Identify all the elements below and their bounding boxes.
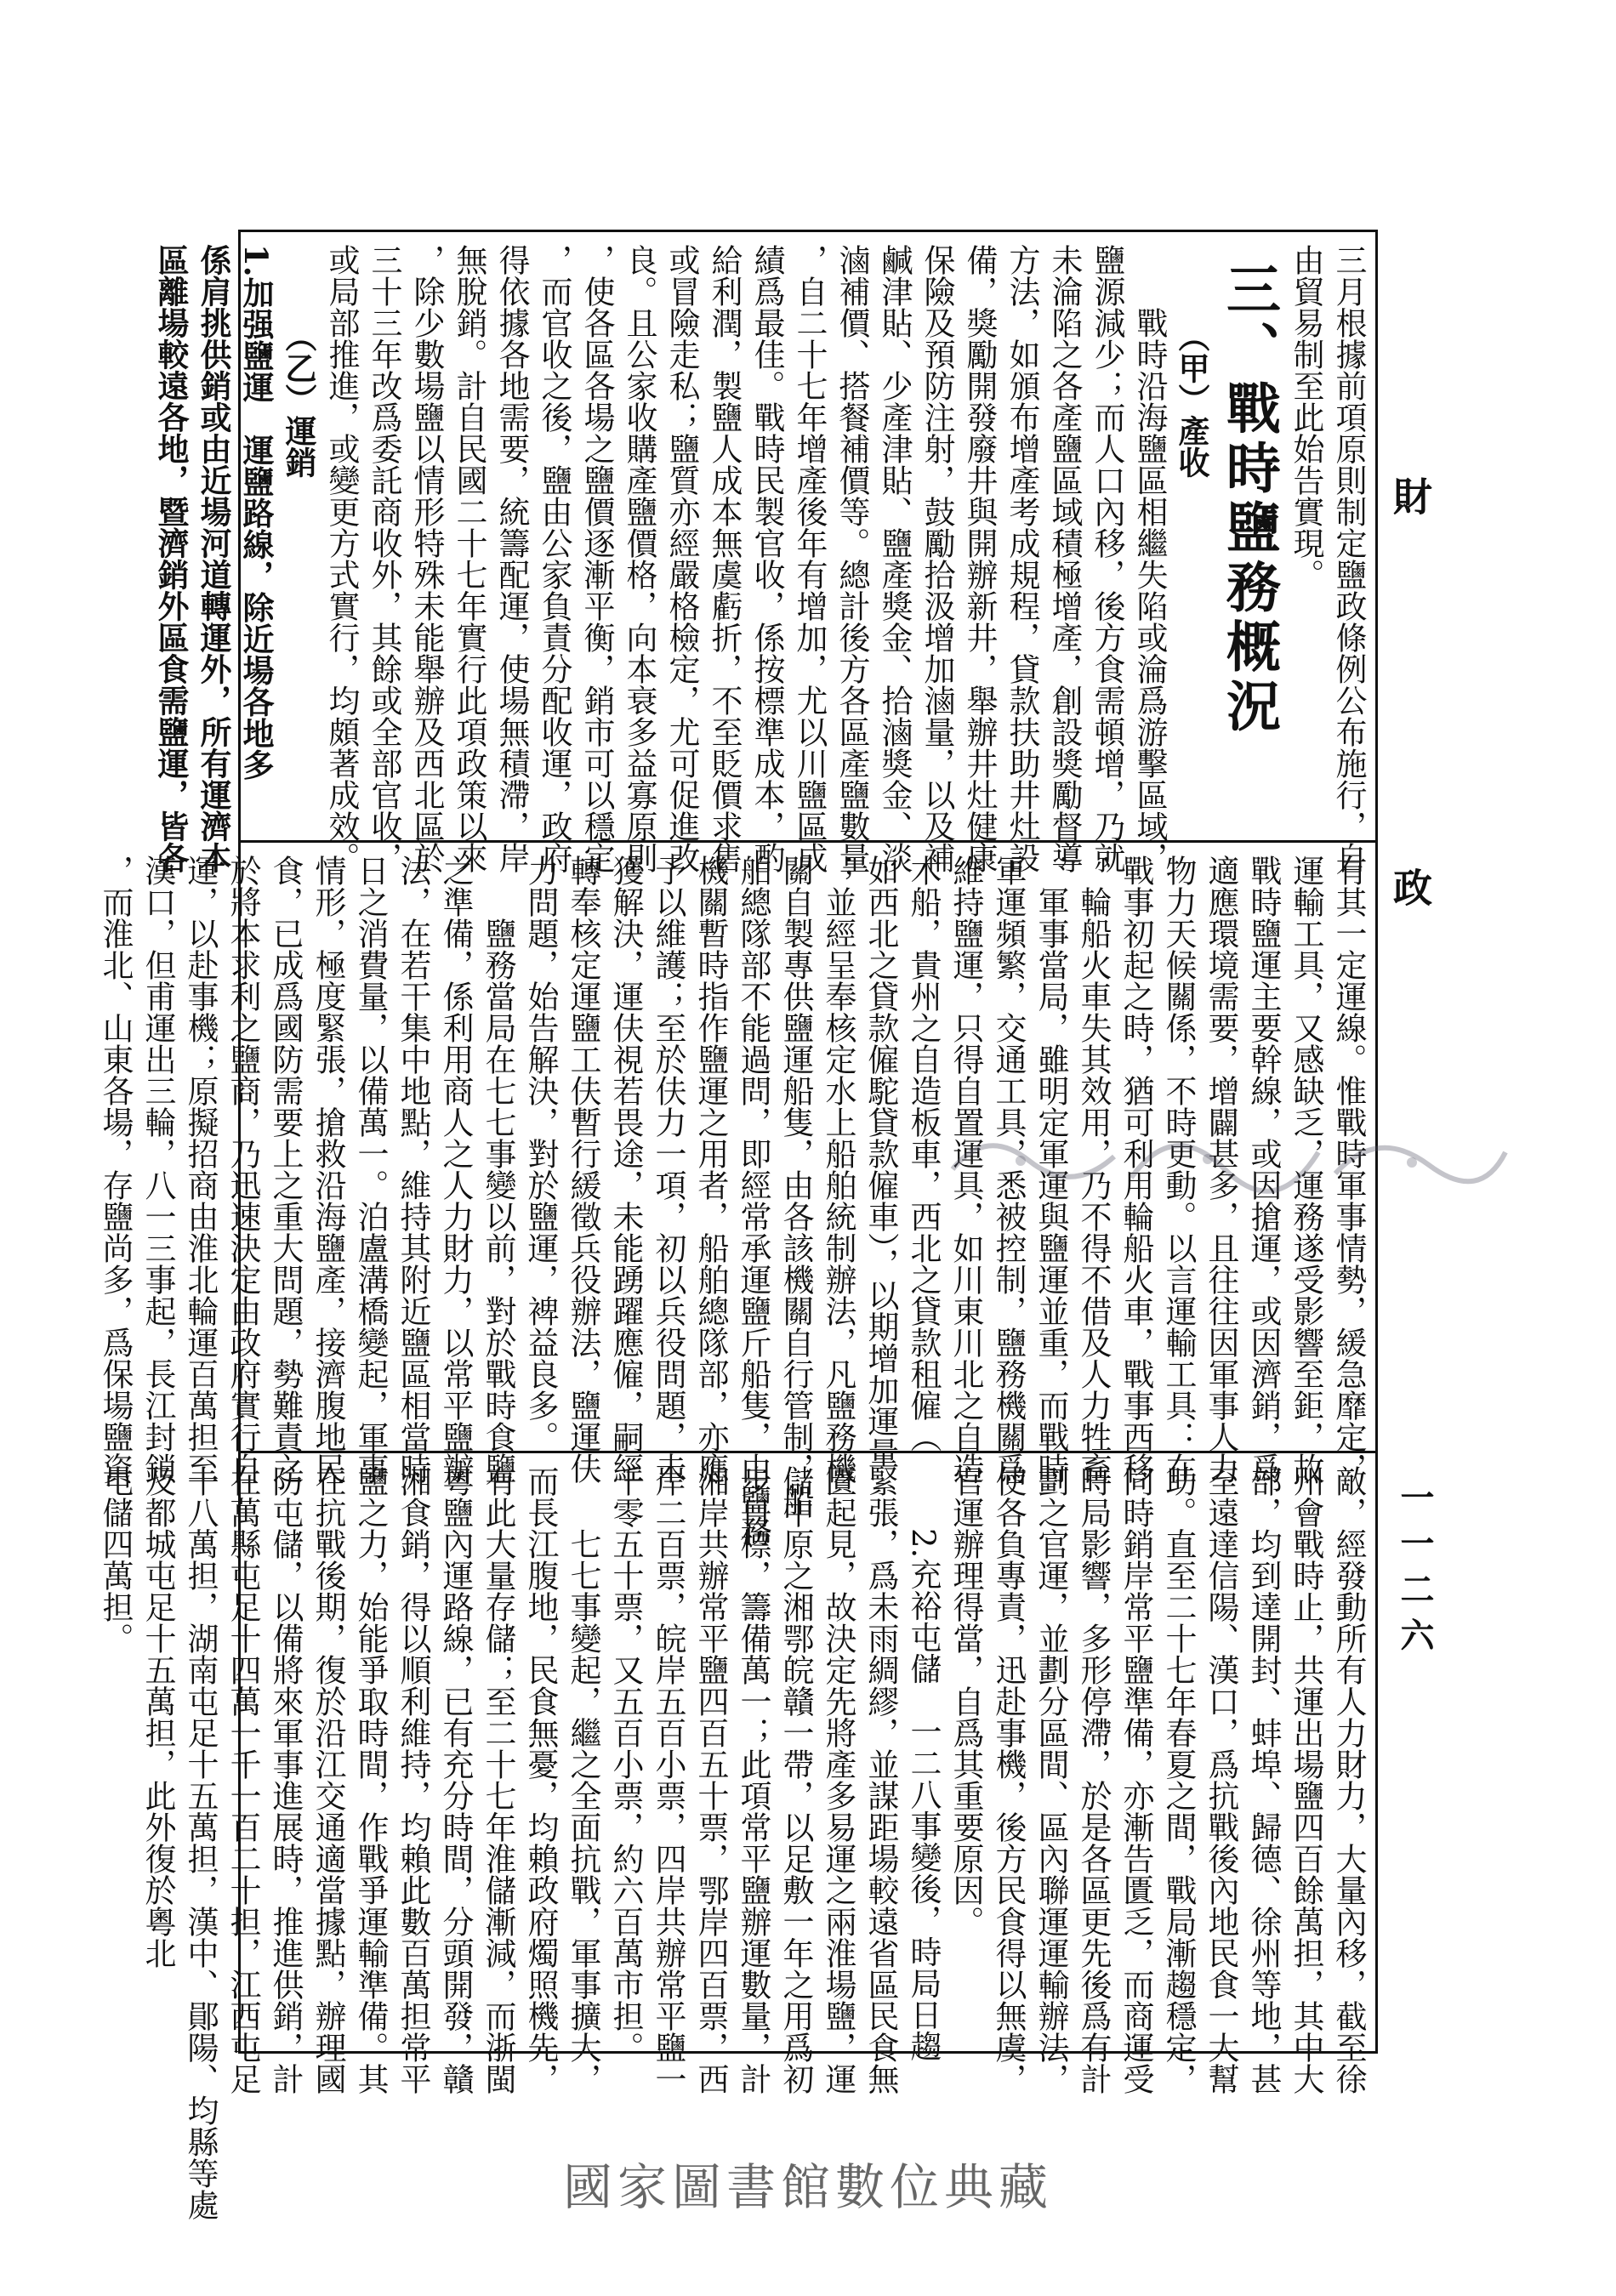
watermark-seal: [919, 1110, 1531, 1212]
text-column: ，而淮北、山東各場，存鹽尚多，爲保場鹽資: [97, 855, 134, 1484]
text-column: 1.加强鹽運 運鹽路線，除近場各地多: [237, 244, 275, 781]
text-column: 官運辦理得當，自爲其重要原因。: [947, 1465, 984, 1937]
page-number: 一一二六: [1395, 1480, 1435, 1663]
text-column: 運，以赴事機；原擬招商由淮北輪運百萬担至: [182, 855, 219, 1484]
text-column: 木船，貴州之自造板車，西北之貸款租僱（: [905, 855, 942, 1452]
text-column: 有其一定運線。惟戰時軍事情勢，緩急靡定，: [1330, 855, 1367, 1484]
running-head-left: 財: [1387, 476, 1433, 520]
text-column: 時局影響，多形停滯，於是各區更先後爲有計: [1075, 1465, 1112, 2094]
text-column: 之準備，係利用商人之人力財力，以常平鹽辦: [437, 855, 474, 1484]
text-column: 法，在若干集中地點，維持其附近鹽區相當時: [395, 855, 431, 1484]
text-column: 儲中原之湘鄂皖贛一帶，以足敷一年之用爲初: [777, 1465, 814, 2094]
text-column: 湘岸共辦常平鹽四百五十票，鄂岸四百票，西: [692, 1465, 729, 2094]
text-column: 維持鹽運，只得自置運具，如川東川北之自造: [947, 855, 984, 1484]
text-column: 及都城屯足十五萬担，此外復於粵北: [139, 1465, 176, 1969]
text-column: 在萬縣屯足十四萬一千一百二十担，江西屯足: [225, 1465, 261, 2094]
text-column: 軍運頻繁，交通工具，悉被控制，鹽務機關爲: [990, 855, 1027, 1484]
text-column: 滷補價、搭餐補價等。總計後方各區產鹽數量: [834, 244, 870, 873]
text-column: 戰時沿海鹽區相繼失陷或淪爲游擊區域，: [1131, 307, 1168, 873]
text-column: 匱起見，故決定先將產多易運之兩淮場鹽，運: [820, 1465, 856, 2094]
text-column: 粵鹽內運路線，已有充分時間，分頭開發，贛: [437, 1465, 474, 2094]
text-column: 州會戰時止，共運出場鹽四百餘萬担，其中大: [1288, 1465, 1324, 2094]
text-column: 給利潤，製鹽人成本無虞虧折，不至貶價求售: [706, 244, 743, 873]
text-column: 係肩挑供銷或由近場河道轉運外，所有運濟本: [195, 244, 232, 873]
text-column: 關自製專供鹽運船隻，由各該機關自行管制，船: [777, 855, 814, 1515]
text-column: 岸二百票，皖岸五百小票，四岸共辦常平鹽一: [650, 1465, 686, 2094]
text-column: 助。直至二十七年春夏之間，戰局漸趨穩定，: [1160, 1465, 1197, 2094]
text-column: 情形，極度緊張，搶救沿海鹽產，接濟腹地民: [310, 855, 346, 1484]
text-band-top: [152, 232, 1375, 873]
text-column: 三月根據前項原則制定鹽政條例公布施行，自: [1330, 244, 1367, 873]
text-column: 而長江腹地，民食無憂，均賴政府燭照機先，: [522, 1465, 559, 2094]
text-column: 戰事初起之時，猶可利用輪船火車，戰事西移: [1118, 855, 1154, 1484]
text-column: 區離場較遠各地，暨濟銷外區食需鹽運，皆各: [152, 244, 190, 873]
text-column: 食，已成爲國防需要上之重大問題，勢難責之: [267, 855, 304, 1484]
text-column: 鹽源減少；而人口內移，後方食需頓增，乃就: [1089, 244, 1125, 873]
text-column: 無脫銷。計自民國二十七年實行此項政策以來: [451, 244, 487, 873]
text-column: 千零五十票，又五百小票，約六百萬市担。: [607, 1465, 644, 2063]
text-column: 舶總隊部不能過問，即經常承運鹽斤船隻，由鹽務: [735, 855, 771, 1547]
text-column: 十八萬担，湖南屯足十五萬担，漢中、鄖陽、均縣等處: [182, 1465, 219, 2220]
text-column: 獲解決，運伕視若畏途，未能踴躍應僱，嗣經: [607, 855, 644, 1484]
text-column: 績爲最佳。戰時民製官收，係按標準成本，酌: [748, 244, 785, 873]
text-column: ，使各區各場之鹽價逐漸平衡，銷市可以穩定: [578, 244, 615, 873]
section-title: 三、戰時鹽務概況: [1217, 261, 1281, 737]
text-column: 鹹津貼、少產津貼、鹽產獎金、拾滷獎金、淡: [876, 244, 913, 873]
text-column: 適應環境需要，增闢甚多，且往往因軍事人力: [1203, 855, 1239, 1484]
text-column: 三十三年改爲委託商收外，其餘或全部官收，: [366, 244, 402, 873]
text-column: 保險及預防注射，鼓勵拾汲增加滷量，以及補: [919, 244, 955, 873]
text-column: 未淪陷之各產鹽區域積極增產，創設獎勵督導: [1046, 244, 1083, 873]
text-column: 如西北之貸款僱駝貸款僱車），以期增加運量: [862, 855, 899, 1469]
text-column: 七七事變起，繼之全面抗戰，軍事擴大，: [565, 1528, 601, 2094]
text-column: ，軍事當局，雖明定軍運與鹽運並重，而戰時: [1033, 855, 1069, 1484]
text-column: 2.充裕屯儲 一二八事變後，時局日趨: [905, 1528, 942, 2062]
text-column: 戰時鹽運主要幹線，或因搶運，或因濟銷，爲: [1245, 855, 1282, 1484]
text-column: 得依據各地需要，統籌配運，使場無積滯，岸: [493, 244, 530, 873]
text-column: 日之消費量，以備萬一。泊盧溝橋變起，軍事: [352, 855, 389, 1484]
text-column: 或局部推進，或變更方式實行，均頗著成效。: [323, 244, 360, 873]
subsection-heading: （乙）運銷: [280, 321, 317, 478]
text-column: ，而官收之後，鹽由公家負責分配收運，政府: [536, 244, 572, 873]
text-column: 防屯儲，以備將來軍事進展時，推進供銷，計: [267, 1465, 304, 2094]
text-column: 物力天候關係，不時更動。以言運輸工具：在: [1160, 855, 1197, 1484]
text-column: 步目標，籌備萬一；此項常平鹽辦運數量，計: [735, 1465, 771, 2094]
text-column: 湘食銷，得以順利維持，均賴此數百萬担常平: [395, 1465, 431, 2094]
text-column: 備，獎勵開發廢井與開辦新井，舉辦井灶健康: [961, 244, 998, 873]
text-column: 劃之官運，並劃分區間、區內聯運運輸辦法，: [1033, 1465, 1069, 2094]
running-head-middle: 政: [1387, 867, 1433, 912]
text-column: 部，均到達開封、蚌埠、歸德、徐州等地，甚: [1245, 1465, 1282, 2094]
text-column: 鹽務當局在七七事變以前，對於戰時食鹽: [480, 918, 516, 1484]
text-column: 緊張，爲未雨綢繆，並謀距場較遠省區民食無: [862, 1465, 899, 2094]
text-column: 屯儲四萬担。: [97, 1465, 134, 1654]
text-column: 予以維護；至於伕力一項，初以兵役問題，未: [650, 855, 686, 1484]
text-column: 方法，如頒布增產考成規程，貸款扶助井灶設: [1004, 244, 1040, 873]
text-column: 機關暫時指作鹽運之用者，船舶總隊部，亦應: [692, 855, 729, 1484]
text-column: 同時銷岸常平鹽準備，亦漸告匱乏，而商運受: [1118, 1465, 1154, 2094]
text-column: ，輪船火車失其效用，乃不得不借及人力牲畜: [1075, 855, 1112, 1484]
text-column: 運輸工具，又感缺乏，運務遂受影響至鉅，故: [1288, 855, 1324, 1484]
text-column: 至遠達信陽、漢口，爲抗戰後內地民食一大幫: [1203, 1465, 1239, 2094]
text-column: 於將本求利之鹽商，乃迅速決定由政府實行自: [225, 855, 261, 1484]
text-column: ，除少數場鹽以情形特殊未能舉辦及西北區於: [408, 244, 445, 873]
text-column: 使各負專責，迅赴事機，後方民食得以無虞，: [990, 1465, 1027, 2094]
text-column: 有此大量存儲；至二十七年淮儲漸減，而浙閩: [480, 1465, 516, 2094]
text-column: 轉奉核定運鹽工伕暫行緩徵兵役辦法，鹽運伕: [565, 855, 601, 1484]
text-column: ；並經呈奉核定水上船舶統制辦法，凡鹽務機: [820, 855, 856, 1484]
text-column: 漢口，但甫運出三輪，八一三事起，長江封鎖: [139, 855, 176, 1484]
column-group: [152, 244, 1367, 873]
text-column: 由貿易制至此始告實現。: [1288, 244, 1324, 590]
footer-credit: 國家圖書館數位典藏: [562, 2158, 1053, 2216]
text-column: 在抗戰後期，復於沿江交通適當據點，辦理國: [310, 1465, 346, 2094]
text-column: 良。且公家收購產鹽價格，向本衰多益寡原則: [621, 244, 657, 873]
subsection-heading: （甲）產收: [1173, 321, 1210, 478]
text-column: 力問題，始告解決，對於鹽運，裨益良多。: [522, 855, 559, 1452]
text-column: 或冒險走私；鹽質亦經嚴格檢定，尤可促進改: [663, 244, 700, 873]
text-column: ，自二十七年增產後年有增加，尤以川鹽區成: [791, 244, 828, 873]
text-column: 鹽之力，始能爭取時間，作戰爭運輸準備。其: [352, 1465, 389, 2094]
text-column: 敵，經發動所有人力財力，大量內移，截至徐: [1330, 1465, 1367, 2094]
